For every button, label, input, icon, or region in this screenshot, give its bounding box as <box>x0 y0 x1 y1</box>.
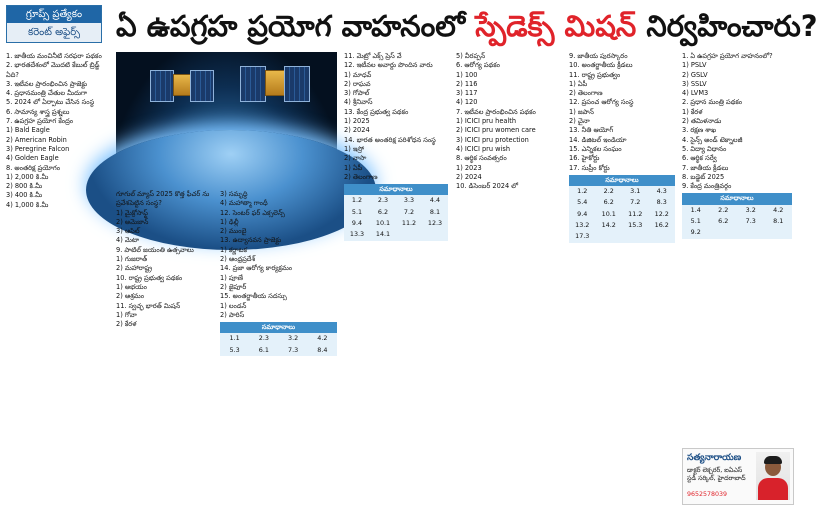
solar-panel <box>190 70 214 102</box>
question-line: 1) ఢిల్లీ <box>220 217 239 226</box>
answers-table <box>344 184 448 240</box>
question-line: 2) జైపూర్ <box>220 282 247 291</box>
answer-cell <box>596 231 623 242</box>
question-line: 14. డిజిటల్ ఇండియా <box>569 135 627 144</box>
question-line: 2) అమెజాన్ <box>116 217 149 226</box>
question-line: 8. ఆర్థిక సంవత్సరం <box>456 154 507 163</box>
question-line: 15. ఎన్నికల సంఘం <box>569 144 622 153</box>
question-line: 12. ఇటీవల అవార్డు పొందిన వారు <box>344 61 433 70</box>
question-line: 2) తెలంగాణ <box>569 89 603 98</box>
question-column-4 <box>344 52 448 502</box>
solar-panel <box>150 70 174 102</box>
answer-cell: 7.3 <box>737 216 765 227</box>
answers-table-title: సమాధానాలు <box>569 175 675 186</box>
question-line: 2) 800 కి.మీ <box>6 182 43 191</box>
question-line: 13. కేంద్ర ప్రభుత్వ పథకం <box>344 107 409 116</box>
answers-table-title: సమాధానాలు <box>344 184 448 195</box>
question-line: 1) 100 <box>456 70 478 79</box>
question-line: 1. ఏ ఉపగ్రహ ప్రయోగ వాహనంలో? <box>682 52 773 60</box>
answer-cell: 11.2 <box>396 218 422 229</box>
question-column-7 <box>682 52 792 502</box>
question-line: 3) ఆపిల్ <box>116 227 140 236</box>
author-photo <box>756 452 790 500</box>
question-line: 1) జపాన్ <box>569 107 594 116</box>
question-line: 4) మెటా <box>116 236 140 245</box>
question-line: 1) ఏపీ <box>344 163 363 172</box>
answer-cell: 3.3 <box>396 195 422 206</box>
question-line: 1) మాధవ్ <box>344 70 372 79</box>
question-line: 5. 2024 లో ఏర్పాటు చేసిన సంస్థ <box>6 98 95 107</box>
answer-cell: 4.3 <box>649 186 676 197</box>
question-line: 1) కేరళ <box>682 107 703 116</box>
answers-table-title: సమాధానాలు <box>682 193 792 204</box>
question-line: 2) రాఘవ <box>344 79 371 88</box>
question-line: 2) తమిళనాడు <box>682 117 722 126</box>
question-line: 2) నాసా <box>344 154 367 163</box>
answer-cell: 4.2 <box>765 205 793 216</box>
question-line: 1) PSLV <box>682 61 707 70</box>
answer-cell: 17.3 <box>569 231 596 242</box>
question-line: 10. రాష్ట్ర ప్రభుత్వ పథకం <box>116 273 183 282</box>
headline-part1: ఏ ఉపగ్రహ ప్రయోగ వాహనంలో <box>116 9 476 43</box>
answer-cell: 2.3 <box>370 195 396 206</box>
answer-cell: 7.3 <box>279 345 308 356</box>
author-phone: 9652578039 <box>687 491 728 498</box>
question-line: 2) పారిస్ <box>220 310 245 319</box>
question-line: 2) 2024 <box>456 172 482 181</box>
question-line: 3) SSLV <box>682 79 707 88</box>
section-label: గ్రూప్స్ ప్రత్యేకం <box>7 6 101 23</box>
answer-cell: 7.2 <box>622 197 649 208</box>
question-line: 11. రాష్ట్ర ప్రభుత్వం <box>569 70 621 79</box>
answer-cell: 10.1 <box>370 218 396 229</box>
headline <box>116 4 818 48</box>
question-line: 2. ప్రధాన మంత్రి పథకం <box>682 98 743 107</box>
question-line: 2) ఆంధ్రప్రదేశ్ <box>220 255 256 264</box>
question-line: 1) అభయం <box>116 282 147 291</box>
question-line: 4) 120 <box>456 98 478 107</box>
question-line: 2) ఆశ్రమం <box>116 292 145 301</box>
answer-cell: 8.1 <box>765 216 793 227</box>
question-line: 3. రక్షణ శాఖ <box>682 126 717 135</box>
question-line: 1) మైక్రోసాఫ్ట్ <box>116 208 148 217</box>
answer-cell: 6.2 <box>596 197 623 208</box>
question-line: 4. సైన్స్ అండ్ టెక్నాలజీ <box>682 135 743 144</box>
question-line: 5) వీరప్పన్ <box>456 52 486 60</box>
answer-cell <box>622 231 649 242</box>
question-line: 2) ICICI pru women care <box>456 126 536 135</box>
question-line: 13. నీతి ఆయోగ్ <box>569 126 614 135</box>
answer-cell: 1.1 <box>220 333 249 344</box>
question-line: 1) లండన్ <box>220 301 247 310</box>
question-line: 3) Peregrine Falcon <box>6 144 70 153</box>
question-line: 14. భారత అంతరిక్ష పరిశోధన సంస్థ <box>344 135 436 144</box>
question-line: 16. హైకోర్టు <box>569 154 600 163</box>
answer-cell <box>649 231 676 242</box>
answer-cell: 13.2 <box>569 220 596 231</box>
answer-cell: 5.1 <box>682 216 710 227</box>
question-column-6 <box>569 52 675 502</box>
answer-cell: 4.4 <box>422 195 448 206</box>
answer-cell: 7.2 <box>396 207 422 218</box>
question-line: 17. సుప్రీం కోర్టు <box>569 163 610 172</box>
answer-cell: 12.2 <box>649 209 676 220</box>
author-name: సత్యనారాయణ <box>687 453 742 463</box>
answer-cell: 12.3 <box>422 218 448 229</box>
question-line: 1) 2025 <box>344 117 370 126</box>
satellite-body <box>173 74 191 96</box>
question-line: 4) మహాత్మా గాంధీ <box>220 199 268 208</box>
question-line: 7. ఇటీవల ప్రారంభించిన పథకం <box>456 107 536 116</box>
question-line: 7. జాతీయ క్రీడలు <box>682 163 729 172</box>
question-line: 11. స్వచ్ఛ భారత్ మిషన్ <box>116 301 181 310</box>
answer-cell: 2.2 <box>596 186 623 197</box>
answer-cell: 5.1 <box>344 207 370 218</box>
answer-cell: 8.3 <box>649 197 676 208</box>
question-line: 3) ICICI pru protection <box>456 135 529 144</box>
answer-cell: 3.2 <box>279 333 308 344</box>
answer-cell <box>422 229 448 240</box>
answer-cell: 9.4 <box>569 209 596 220</box>
question-line: 1) ఇస్రో <box>344 144 365 153</box>
answer-cell: 9.4 <box>344 218 370 229</box>
question-line: 1) గోవా <box>116 310 137 319</box>
question-line: 9. కేంద్ర మంత్రివర్గం <box>682 182 732 191</box>
answer-cell: 4.2 <box>308 333 337 344</box>
question-column-2 <box>116 190 214 502</box>
question-line: 2) చైనా <box>569 117 590 126</box>
answer-cell <box>396 229 422 240</box>
question-line: 15. అంతర్జాతీయ సదస్సు <box>220 292 287 301</box>
question-line: 3) గోపాల్ <box>344 89 370 98</box>
answer-cell: 6.2 <box>710 216 738 227</box>
question-line: 4) 1,000 కి.మీ <box>6 200 49 209</box>
question-line: గూగుల్ మ్యాప్ 2025 కొత్త ఫీచర్ ను ప్రవేశపెట్టిన సంస్థ? <box>116 190 210 208</box>
answers-table <box>220 322 337 356</box>
question-line: 1) ICICI pru health <box>456 117 517 126</box>
question-line: 2) 116 <box>456 79 478 88</box>
answers-table <box>569 175 675 243</box>
author-designation: డాక్టర్ లెక్చరర్, ఐఏఎస్ స్టడీ సర్కిల్, హైదరాబాద్ <box>687 467 746 482</box>
question-line: 2) కేరళ <box>116 320 137 329</box>
solar-panel <box>284 66 310 102</box>
question-line: 1) పూణే <box>220 273 243 282</box>
answer-cell: 1.4 <box>682 205 710 216</box>
question-column-3 <box>220 190 337 502</box>
question-line: 9. జాతీయ పురస్కారం <box>569 52 628 60</box>
question-line: 2) GSLV <box>682 70 708 79</box>
question-line: 3) 117 <box>456 89 478 98</box>
answer-cell: 13.3 <box>344 229 370 240</box>
answer-cell: 8.1 <box>422 207 448 218</box>
answer-cell <box>737 227 765 238</box>
question-line: 4) LVM3 <box>682 89 709 98</box>
answers-table-title: సమాధానాలు <box>220 322 337 333</box>
question-column-1 <box>6 52 106 502</box>
answer-cell: 11.2 <box>622 209 649 220</box>
question-line: 2) మహారాష్ట్ర <box>116 264 152 273</box>
answer-cell: 3.2 <box>737 205 765 216</box>
answer-cell: 15.3 <box>622 220 649 231</box>
answer-cell: 9.2 <box>682 227 710 238</box>
answer-cell: 8.4 <box>308 345 337 356</box>
answer-cell: 14.1 <box>370 229 396 240</box>
question-line: 2) 2024 <box>344 126 370 135</box>
answer-cell: 3.1 <box>622 186 649 197</box>
answer-cell: 1.2 <box>344 195 370 206</box>
question-line: 5. విద్యా విధానం <box>682 144 727 153</box>
answer-cell: 1.2 <box>569 186 596 197</box>
headline-part2: నిర్వహించారు? <box>636 9 818 43</box>
question-line: 1) ఏపీ <box>569 79 588 88</box>
answer-cell: 10.1 <box>596 209 623 220</box>
question-line: 6. ఆర్థిక సర్వే <box>682 154 717 163</box>
answer-cell: 5.3 <box>220 345 249 356</box>
answers-table <box>682 193 792 238</box>
question-line: 10. అంతర్జాతీయ క్రీడలు <box>569 61 633 70</box>
question-line: 13. ఉద్యానవన ప్రాజెక్టు <box>220 236 282 245</box>
question-line: 6. సామాన్య శాస్త్ర ప్రశ్నలు <box>6 107 70 116</box>
question-line: 2) American Robin <box>6 135 67 144</box>
question-line: 3) 400 కి.మీ <box>6 191 43 200</box>
satellite-body <box>265 70 285 96</box>
question-line: 4) Golden Eagle <box>6 154 59 163</box>
question-line: 8. అంతరిక్ష ప్రయోగం <box>6 163 61 172</box>
question-line: 8. బడ్జెట్ 2025 <box>682 172 725 181</box>
question-line: 1) 2023 <box>456 163 482 172</box>
answer-cell: 14.2 <box>596 220 623 231</box>
question-line: 1) 2,000 కి.మీ <box>6 172 49 181</box>
answer-cell: 16.2 <box>649 220 676 231</box>
question-column-5 <box>456 52 562 502</box>
question-line: 4) ICICI pru wish <box>456 144 511 153</box>
answer-cell: 6.2 <box>370 207 396 218</box>
question-line: 1) గుజరాత్ <box>116 255 148 264</box>
answer-cell <box>765 227 793 238</box>
question-line: 10. డిసెంబర్ 2024 లో <box>456 182 519 191</box>
question-line: 11. మెట్రో ఎక్స్ ప్రెస్ వే <box>344 52 402 60</box>
satellite-photo <box>116 52 337 184</box>
solar-panel <box>240 66 266 102</box>
subsection-label: కరెంట్ అఫైర్స్ <box>7 23 101 42</box>
answer-cell: 5.4 <box>569 197 596 208</box>
question-line: 1) కర్ణాటక <box>220 245 248 254</box>
question-line: 12. సెంటర్ ఫర్ ఎక్సలెన్స్ <box>220 208 285 217</box>
question-line: 6. ఆరోగ్య పథకం <box>456 61 500 70</box>
question-line: 1) Bald Eagle <box>6 126 50 135</box>
answer-cell: 2.2 <box>710 205 738 216</box>
question-line: 4. ప్రధానమంత్రి చేతుల మీదుగా <box>6 89 88 98</box>
headline-highlight: స్పేడెక్స్ మిషన్ <box>475 9 637 43</box>
question-line: 2) తెలంగాణ <box>344 172 378 181</box>
question-line: 1. జాతీయ మంచినీటి సరఫరా పథకం <box>6 52 102 60</box>
section-tag <box>6 5 102 43</box>
author-card <box>682 448 794 505</box>
question-line: 3) సమృద్ధి <box>220 190 248 198</box>
question-line: 2) ముంబై <box>220 227 247 236</box>
question-line: 3. ఇటీవల ప్రారంభించిన ప్రాజెక్టు <box>6 79 88 88</box>
question-line: 9. పాటిల్ జయంతి ఉత్సవాలు <box>116 245 194 254</box>
question-line: 2. భారతదేశంలో మొదటి కేబుల్ బ్రిడ్జ్ ఏది? <box>6 61 100 79</box>
answer-cell <box>710 227 738 238</box>
question-line: 7. ఉపగ్రహ ప్రయోగ కేంద్రం <box>6 117 74 126</box>
question-line: 14. ప్రజా ఆరోగ్య కార్యక్రమం <box>220 264 293 273</box>
question-line: 12. ప్రపంచ ఆరోగ్య సంస్థ <box>569 98 634 107</box>
question-line: 4) శ్రీనివాస్ <box>344 98 373 107</box>
answer-cell: 2.3 <box>249 333 278 344</box>
answer-cell: 6.1 <box>249 345 278 356</box>
